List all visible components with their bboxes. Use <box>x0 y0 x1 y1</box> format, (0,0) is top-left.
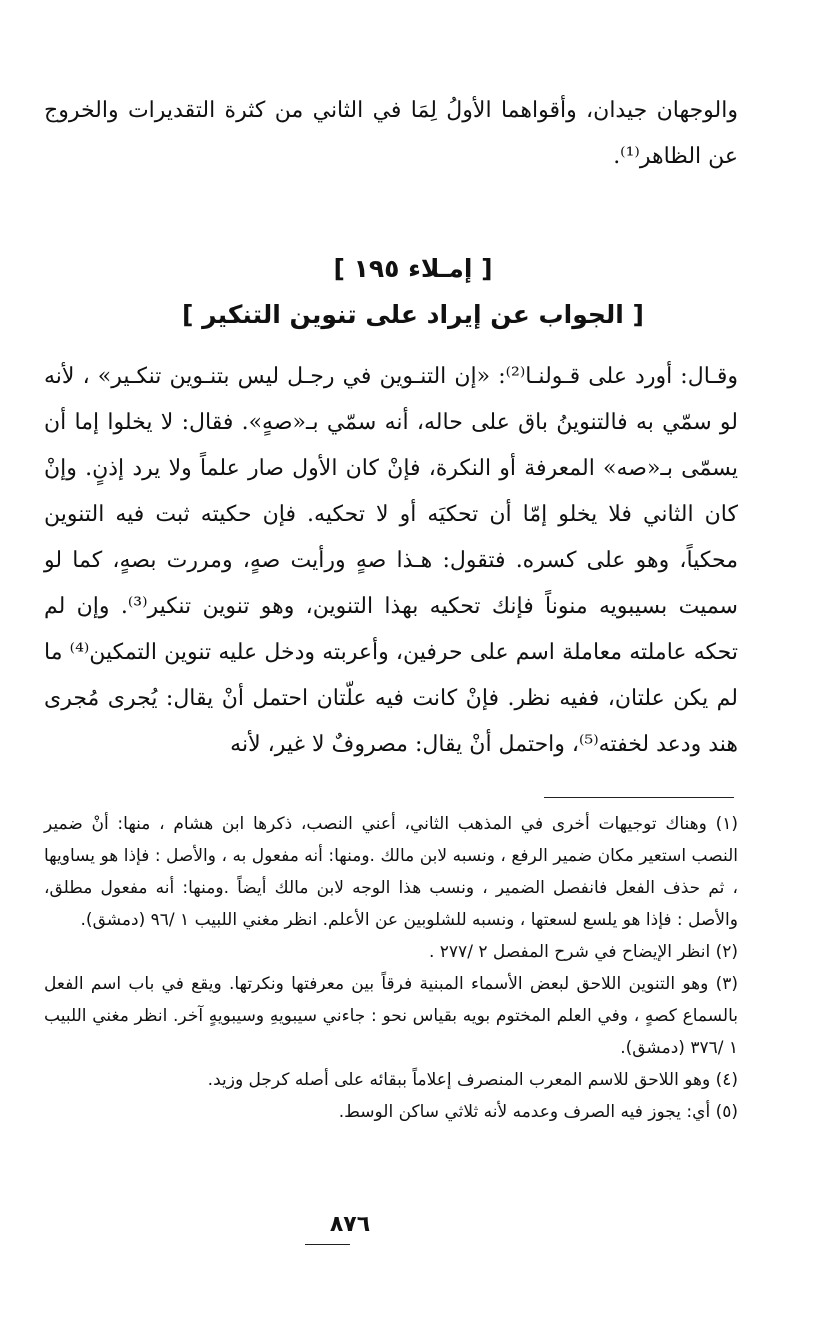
imla-heading: [ إمـلاء ١٩٥ ] <box>333 254 493 283</box>
page-number-rule <box>305 1244 350 1245</box>
footnote-4 <box>44 1064 738 1096</box>
footnote-text: وهو اللاحق للاسم المعرب المنصرف إعلاماً ببقائه على أصله كرجل وزيد. <box>207 1070 711 1090</box>
footnote-3 <box>44 968 738 1064</box>
footnote-number: (٤) <box>715 1070 738 1090</box>
footnote-separator <box>544 797 734 798</box>
main-paragraph: وقـال: أورد على قـولنـا⁽²⁾: «إن التنـوين في رجـل ليس بتنـوين تنكـير» ، لأنه لو سمّي به فالتنوينُ باق على حاله، أنه سمّي بـ«صهٍ». فقال: لا يخلوا إما أن يسمّى بـ«صه» المعرفة أو النكرة، فإنْ كان الأول صار علماً ولا يرد إذنٍ. وإنْ كان الثاني فلا يخلو إمّا أن تحكيَه أو لا تحكيه. فإن حكيته ثبت فيه التنوين محكياً، وهو على كسره. فتقول: هـذا صهٍ ورأيت صهٍ، ومررت بصهٍ، كما لو سميت بسيبويه منوناً فإنك تحكيه بهذا التنوين، وهو تنوين تنكير⁽³⁾. وإن لم تحكه عاملته معاملة اسم على حرفين، وأعربته ودخل عليه تنوين التمكين⁽⁴⁾ ما لم يكن علتان، ففيه نظر. فإنْ كانت فيه علّتان احتمل أنْ يقال: يُجرى مُجرى هند ودعد لخفته⁽⁵⁾، واحتمل أنْ يقال: مصروفٌ لا غير، لأنه <box>44 364 738 757</box>
page-number: ٨٧٦ <box>329 1212 371 1237</box>
footnote-5 <box>44 1096 738 1128</box>
footnote-number: (٣) <box>715 974 738 994</box>
footnote-number: (١) <box>715 814 739 834</box>
footnote-number: (٥) <box>715 1102 738 1122</box>
footnote-1 <box>44 808 738 936</box>
footnote-text: وهو التنوين اللاحق لبعض الأسماء المبنية فرقاً بين معرفتها ونكرتها. ويقع في باب اسم الفعل بالسماع كصهٍ ، وفي العلم المختوم بويه بقياس نحو : جاءني سيبويهِ وسيبويهٍ آخر. انظر مغني اللبيب ١ /٣٧٦ (دمشق). <box>44 974 738 1058</box>
footnote-2 <box>44 936 738 968</box>
footnote-number: (٢) <box>715 942 738 962</box>
section-heading: [ الجواب عن إيراد على تنوين التنكير ] <box>182 300 644 329</box>
footnote-text: انظر الإيضاح في شرح المفصل ٢ /٢٧٧ . <box>428 942 711 962</box>
footnotes <box>44 808 738 1128</box>
footnote-text: أي: يجوز فيه الصرف وعدمه لأنه ثلاثي ساكن الوسط. <box>338 1102 711 1122</box>
intro-paragraph: والوجهان جيدان، وأقواهما الأولُ لِمَا في الثاني من كثرة التقديرات والخروج عن الظاهر⁽¹⁾. <box>44 98 738 169</box>
footnote-text: وهناك توجيهات أخرى في المذهب الثاني، أعني النصب، ذكرها ابن هشام ، منها: أنْ ضمير النصب استعير مكان ضمير الرفع ، ونسبه لابن مالك .ومنها: أنه مفعول به ، والأصل : فإذا هو يساويها ، ثم حذف الفعل فانفصل الضمير ، ونسب هذا الوجه لابن مالك أيضاً .ومنها: أنه مفعول مطلق، والأصل : فإذا هو يلسع لسعتها ، ونسبه للشلوبين عن الأعلم. انظر مغني اللبيب ١ /٩٦ (دمشق). <box>44 814 738 930</box>
section-headings <box>0 246 826 338</box>
